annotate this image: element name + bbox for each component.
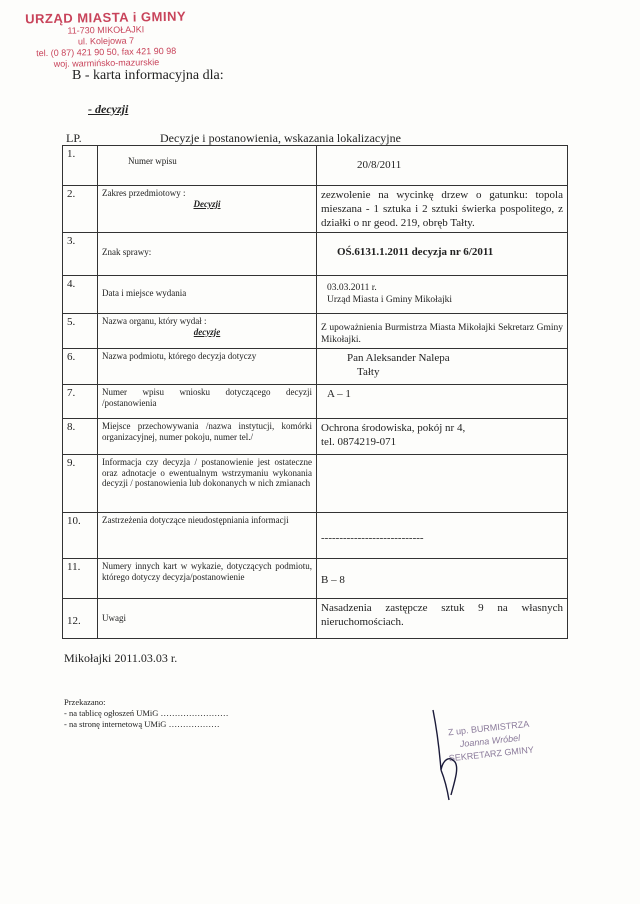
row-value: Nasadzenia zastępcze sztuk 9 na własnych nieruchomościach.: [317, 599, 568, 639]
document-date: Mikołajki 2011.03.03 r.: [64, 651, 178, 665]
row-value: [317, 455, 568, 513]
row-number: 7.: [63, 385, 98, 419]
storage-place: Ochrona środowiska, pokój nr 4,: [321, 422, 466, 434]
info-table: [62, 145, 568, 639]
row-number: 4.: [63, 276, 98, 314]
row-value: [317, 276, 568, 314]
stamp-region: woj. warmińsko-mazurskie: [53, 57, 160, 69]
row-label: Miejsce przechowywania /nazwa instytucji, komórki organizacyjnej, numer pokoju, numer tel./: [98, 419, 317, 455]
table-row: [63, 349, 568, 385]
row-number: 2.: [63, 186, 98, 233]
office-stamp: [15, 8, 196, 70]
table-row: [63, 599, 568, 639]
row-number: 9.: [63, 455, 98, 513]
row-label: [98, 186, 317, 233]
distribution-website: - na stronę internetową UMiG ………………: [64, 719, 220, 729]
sign-stamp-person: Joanna Wróbel: [459, 732, 521, 750]
row-value: B – 8: [317, 559, 568, 599]
stamp-phone: tel. (0 87) 421 90 50, fax 421 90 98: [36, 45, 177, 59]
document-title: B - karta informacyjna dla:: [72, 68, 224, 83]
row-number: 5.: [63, 314, 98, 349]
row-label: Nazwa podmiotu, którego decyzja dotyczy: [98, 349, 317, 385]
table-row: [63, 455, 568, 513]
row-value: ----------------------------: [317, 513, 568, 559]
row-label: [98, 314, 317, 349]
stamp-postcode: 11-730 MIKOŁAJKI: [67, 24, 145, 36]
row-number: 3.: [63, 233, 98, 276]
row-value: [317, 419, 568, 455]
row-number: 12.: [63, 599, 98, 639]
table-row: [63, 559, 568, 599]
table-row: [63, 146, 568, 186]
row-label: Uwagi: [98, 599, 317, 639]
row-number: 8.: [63, 419, 98, 455]
storage-phone: tel. 0874219-071: [321, 436, 397, 448]
row-label: Numer wpisu: [98, 146, 317, 186]
table-row: [63, 513, 568, 559]
stamp-office-name: URZĄD MIASTA i GMINY: [25, 8, 187, 27]
row-label: Numery innych kart w wykazie, dotyczących podmiotu, którego dotyczy decyzja/postanowienie: [98, 559, 317, 599]
entity-name: Pan Aleksander Nalepa: [347, 352, 450, 364]
entity-place: Tałty: [357, 366, 380, 378]
issue-date: 03.03.2011 r.: [327, 283, 377, 293]
table-row: [63, 385, 568, 419]
row-label: Numer wpisu wniosku dotyczącego decyzji /postanowienia: [98, 385, 317, 419]
row-value: Z upoważnienia Burmistrza Miasta Mikołajki Sekretarz Gminy Mikołajki.: [317, 314, 568, 349]
row-label-emphasis: decyzje: [193, 326, 221, 337]
row-label: Data i miejsce wydania: [98, 276, 317, 314]
row-value: OŚ.6131.1.2011 decyzja nr 6/2011: [317, 233, 568, 276]
table-row: [63, 314, 568, 349]
row-label: Znak sprawy:: [98, 233, 317, 276]
row-label-text: Nazwa organu, który wydał :: [102, 316, 207, 326]
row-value: zezwolenie na wycinkę drzew o gatunku: topola mieszana - 1 sztuka i 2 sztuki świerka pospolitego, z działki o nr geod. 219, obręb Tałty.: [317, 186, 568, 233]
table-row: [63, 186, 568, 233]
table-row: [63, 233, 568, 276]
handwritten-signature: [425, 700, 485, 810]
sign-stamp-authority: Z up. BURMISTRZA: [447, 718, 530, 738]
distribution-notice-board: - na tablicę ogłoszeń UMiG ……………………: [64, 708, 229, 718]
row-label-text: Zakres przedmiotowy :: [102, 188, 186, 198]
stamp-street: ul. Kolejowa 7: [77, 35, 135, 47]
row-label-emphasis: Decyzji: [193, 198, 221, 209]
issue-place: Urząd Miasta i Gminy Mikołajki: [327, 295, 453, 305]
row-label: Zastrzeżenia dotyczące nieudostępniania informacji: [98, 513, 317, 559]
table-row: [63, 419, 568, 455]
distribution-title: Przekazano:: [64, 697, 106, 707]
row-value: 20/8/2011: [317, 146, 568, 186]
lp-header: LP.: [66, 131, 82, 145]
row-number: 6.: [63, 349, 98, 385]
row-value: A – 1: [317, 385, 568, 419]
row-number: 11.: [63, 559, 98, 599]
row-number: 10.: [63, 513, 98, 559]
table-row: [63, 276, 568, 314]
table-caption: Decyzje i postanowienia, wskazania lokalizacyjne: [160, 131, 401, 145]
document-subtitle: - decyzji: [88, 102, 129, 116]
row-value: [317, 349, 568, 385]
sign-stamp-title: SEKRETARZ GMINY: [448, 744, 535, 764]
row-number: 1.: [63, 146, 98, 186]
row-label: Informacja czy decyzja / postanowienie jest ostateczne oraz adnotacje o ewentualnym wstrzymaniu wykonania decyzji / postanowienia lub dokonanych w nich zmianach: [98, 455, 317, 513]
distribution-list: [64, 697, 229, 730]
